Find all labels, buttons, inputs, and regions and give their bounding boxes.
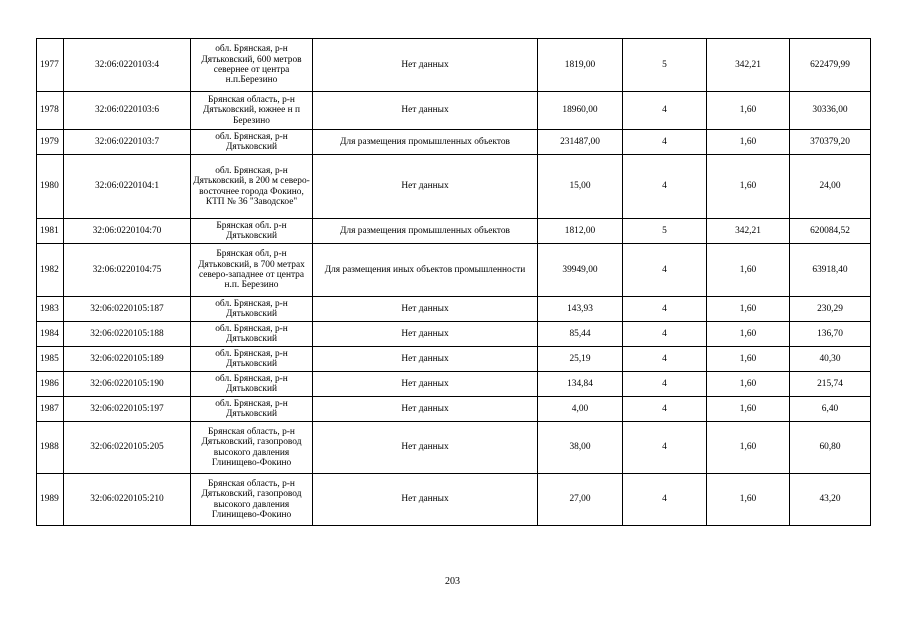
table-row	[37, 130, 871, 155]
row-number-cell: 1982	[37, 244, 64, 297]
address-cell: Брянская область, р-н Дятьковский, газопровод высокого давления Глинищево-Фокино	[191, 422, 313, 474]
row-number-cell: 1988	[37, 422, 64, 474]
cadastral-number-cell: 32:06:0220105:205	[64, 422, 191, 474]
table-row	[37, 155, 871, 219]
cadastral-number-cell: 32:06:0220105:188	[64, 322, 191, 347]
permitted-use-cell: Для размещения иных объектов промышленности	[313, 244, 538, 297]
rate-cell: 1,60	[707, 130, 790, 155]
cadastral-value-cell: 370379,20	[790, 130, 871, 155]
rate-cell: 1,60	[707, 347, 790, 372]
rate-cell: 1,60	[707, 372, 790, 397]
area-cell: 143,93	[538, 297, 623, 322]
row-number-cell: 1978	[37, 92, 64, 130]
cadastral-number-cell: 32:06:0220104:75	[64, 244, 191, 297]
rate-cell: 1,60	[707, 397, 790, 422]
rate-cell: 1,60	[707, 92, 790, 130]
row-number-cell: 1989	[37, 474, 64, 526]
group-cell: 4	[623, 372, 707, 397]
permitted-use-cell: Нет данных	[313, 322, 538, 347]
cadastral-value-cell: 622479,99	[790, 39, 871, 92]
row-number-cell: 1983	[37, 297, 64, 322]
group-cell: 4	[623, 92, 707, 130]
address-cell: обл. Брянская, р-н Дятьковский	[191, 397, 313, 422]
permitted-use-cell: Для размещения промышленных объектов	[313, 130, 538, 155]
group-cell: 5	[623, 39, 707, 92]
cadastral-number-cell: 32:06:0220103:6	[64, 92, 191, 130]
group-cell: 4	[623, 244, 707, 297]
area-cell: 39949,00	[538, 244, 623, 297]
cadastral-value-cell: 40,30	[790, 347, 871, 372]
group-cell: 4	[623, 155, 707, 219]
area-cell: 85,44	[538, 322, 623, 347]
row-number-cell: 1985	[37, 347, 64, 372]
permitted-use-cell: Нет данных	[313, 347, 538, 372]
permitted-use-cell: Для размещения промышленных объектов	[313, 219, 538, 244]
area-cell: 15,00	[538, 155, 623, 219]
cadastral-number-cell: 32:06:0220103:4	[64, 39, 191, 92]
permitted-use-cell: Нет данных	[313, 297, 538, 322]
table-row	[37, 397, 871, 422]
group-cell: 4	[623, 422, 707, 474]
permitted-use-cell: Нет данных	[313, 39, 538, 92]
table-row	[37, 422, 871, 474]
table-body	[37, 39, 871, 526]
row-number-cell: 1977	[37, 39, 64, 92]
group-cell: 4	[623, 322, 707, 347]
permitted-use-cell: Нет данных	[313, 422, 538, 474]
rate-cell: 1,60	[707, 155, 790, 219]
table-row	[37, 219, 871, 244]
address-cell: обл. Брянская, р-н Дятьковский	[191, 297, 313, 322]
permitted-use-cell: Нет данных	[313, 372, 538, 397]
address-cell: Брянская область, р-н Дятьковский, южнее н п Березино	[191, 92, 313, 130]
table-row	[37, 372, 871, 397]
address-cell: обл. Брянская, р-н Дятьковский	[191, 372, 313, 397]
table-row	[37, 474, 871, 526]
cadastral-number-cell: 32:06:0220104:70	[64, 219, 191, 244]
rate-cell: 1,60	[707, 422, 790, 474]
address-cell: обл. Брянская, р-н Дятьковский, 600 метров севернее от центра н.п.Березино	[191, 39, 313, 92]
rate-cell: 342,21	[707, 219, 790, 244]
group-cell: 5	[623, 219, 707, 244]
table-row	[37, 322, 871, 347]
cadastral-value-cell: 6,40	[790, 397, 871, 422]
cadastral-value-cell: 136,70	[790, 322, 871, 347]
address-cell: обл. Брянская, р-н Дятьковский, в 200 м северо-восточнее города Фокино, КТП № 36 "Заводское"	[191, 155, 313, 219]
row-number-cell: 1981	[37, 219, 64, 244]
permitted-use-cell: Нет данных	[313, 474, 538, 526]
area-cell: 25,19	[538, 347, 623, 372]
rate-cell: 1,60	[707, 297, 790, 322]
cadastral-number-cell: 32:06:0220105:197	[64, 397, 191, 422]
cadastral-number-cell: 32:06:0220105:210	[64, 474, 191, 526]
address-cell: Брянская область, р-н Дятьковский, газопровод высокого давления Глинищево-Фокино	[191, 474, 313, 526]
address-cell: обл. Брянская, р-н Дятьковский	[191, 322, 313, 347]
address-cell: обл. Брянская, р-н Дятьковский	[191, 347, 313, 372]
table-row	[37, 244, 871, 297]
table-row	[37, 92, 871, 130]
cadastral-value-cell: 24,00	[790, 155, 871, 219]
permitted-use-cell: Нет данных	[313, 155, 538, 219]
cadastral-value-cell: 43,20	[790, 474, 871, 526]
page-number: 203	[445, 576, 460, 587]
permitted-use-cell: Нет данных	[313, 92, 538, 130]
group-cell: 4	[623, 130, 707, 155]
table-row	[37, 297, 871, 322]
address-cell: Брянская обл, р-н Дятьковский, в 700 метрах северо-западнее от центра н.п. Березино	[191, 244, 313, 297]
cadastral-number-cell: 32:06:0220105:187	[64, 297, 191, 322]
area-cell: 18960,00	[538, 92, 623, 130]
cadastral-value-cell: 30336,00	[790, 92, 871, 130]
row-number-cell: 1987	[37, 397, 64, 422]
area-cell: 27,00	[538, 474, 623, 526]
group-cell: 4	[623, 474, 707, 526]
rate-cell: 342,21	[707, 39, 790, 92]
land-plots-table	[36, 38, 871, 526]
row-number-cell: 1980	[37, 155, 64, 219]
group-cell: 4	[623, 397, 707, 422]
row-number-cell: 1986	[37, 372, 64, 397]
group-cell: 4	[623, 347, 707, 372]
cadastral-number-cell: 32:06:0220104:1	[64, 155, 191, 219]
area-cell: 38,00	[538, 422, 623, 474]
address-cell: Брянская обл. р-н Дятьковский	[191, 219, 313, 244]
rate-cell: 1,60	[707, 474, 790, 526]
permitted-use-cell: Нет данных	[313, 397, 538, 422]
row-number-cell: 1984	[37, 322, 64, 347]
area-cell: 231487,00	[538, 130, 623, 155]
cadastral-value-cell: 620084,52	[790, 219, 871, 244]
table-row	[37, 39, 871, 92]
row-number-cell: 1979	[37, 130, 64, 155]
cadastral-value-cell: 60,80	[790, 422, 871, 474]
area-cell: 134,84	[538, 372, 623, 397]
area-cell: 4,00	[538, 397, 623, 422]
group-cell: 4	[623, 297, 707, 322]
cadastral-number-cell: 32:06:0220105:189	[64, 347, 191, 372]
cadastral-number-cell: 32:06:0220103:7	[64, 130, 191, 155]
cadastral-value-cell: 215,74	[790, 372, 871, 397]
table-row	[37, 347, 871, 372]
area-cell: 1819,00	[538, 39, 623, 92]
address-cell: обл. Брянская, р-н Дятьковский	[191, 130, 313, 155]
cadastral-number-cell: 32:06:0220105:190	[64, 372, 191, 397]
cadastral-value-cell: 230,29	[790, 297, 871, 322]
rate-cell: 1,60	[707, 244, 790, 297]
rate-cell: 1,60	[707, 322, 790, 347]
area-cell: 1812,00	[538, 219, 623, 244]
cadastral-value-cell: 63918,40	[790, 244, 871, 297]
